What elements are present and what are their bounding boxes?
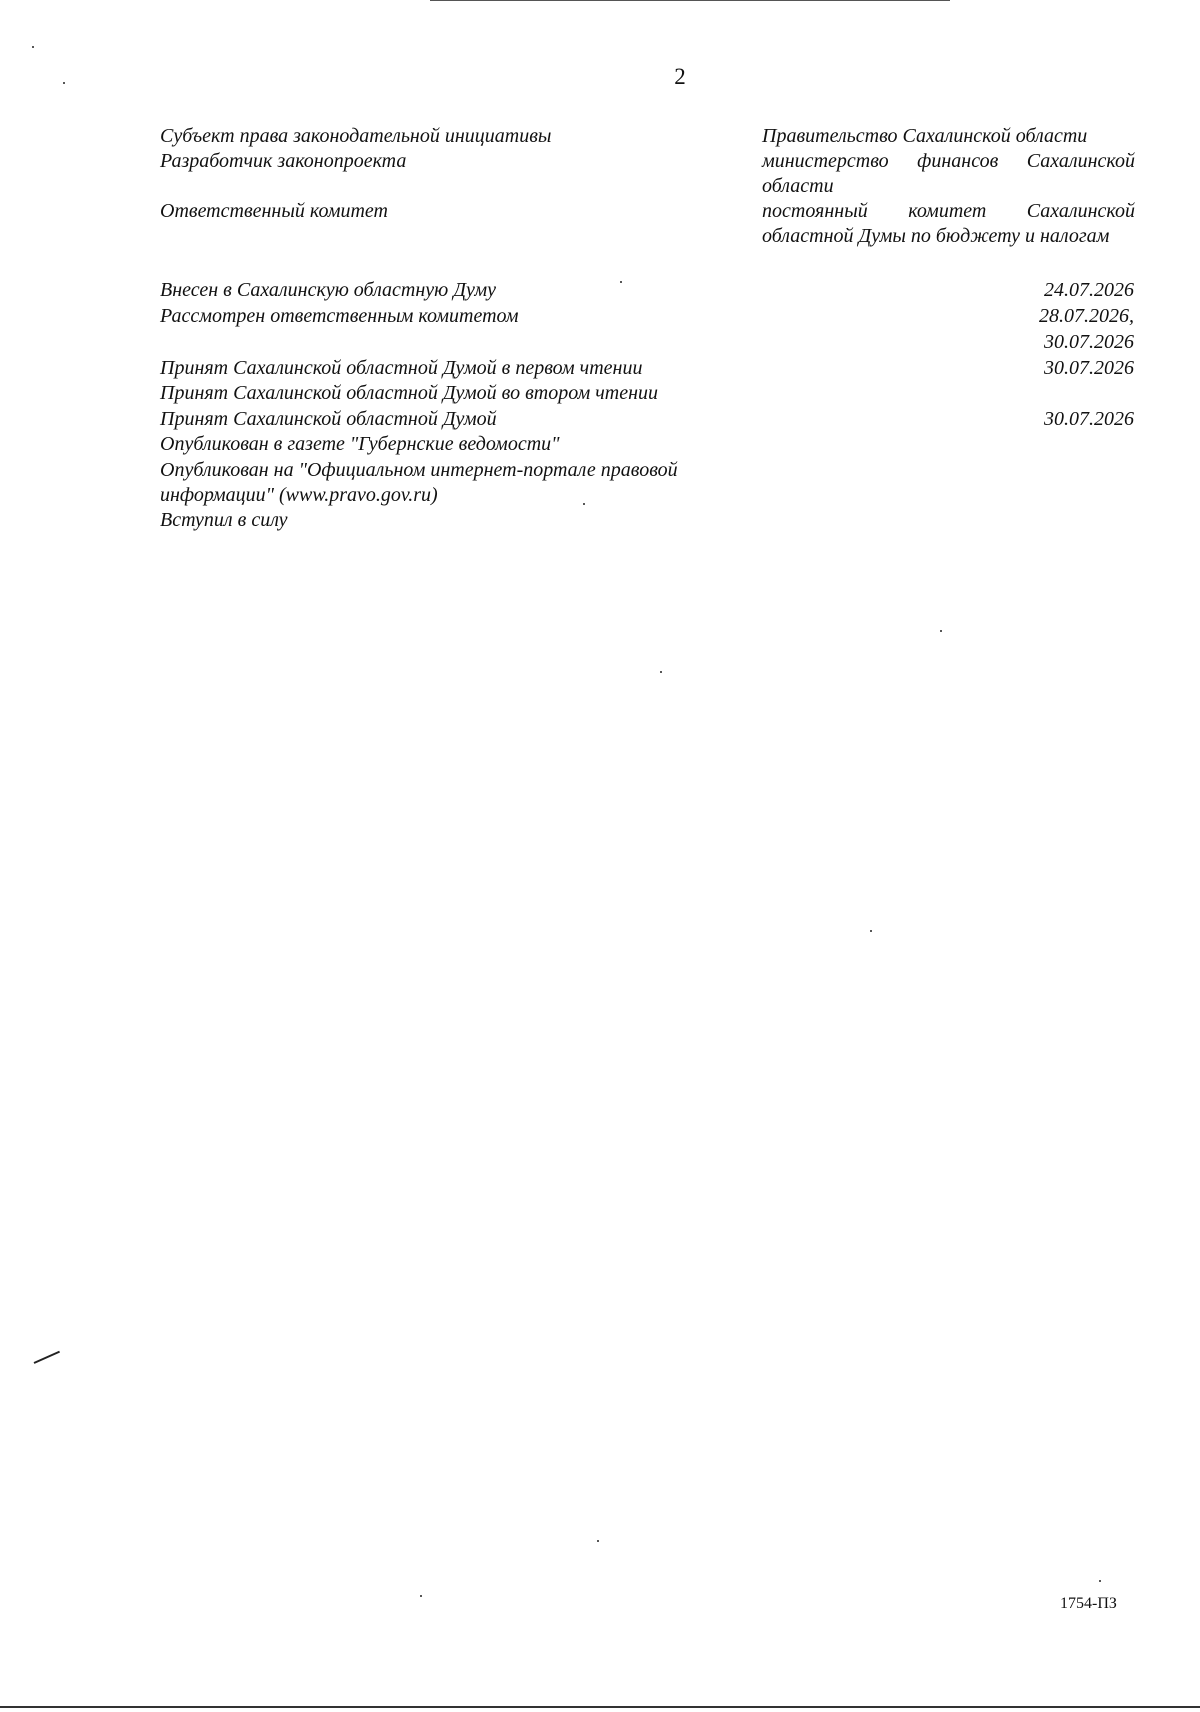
value-developer: министерство финансов Сахалинской области	[762, 150, 1135, 197]
scan-speck	[1099, 1580, 1101, 1582]
scan-speck	[583, 503, 585, 505]
date-adopted: 30.07.2026	[1044, 408, 1134, 430]
label-published-portal-line1: Опубликован на "Официальном интернет-портале правовой	[160, 459, 678, 481]
scan-speck	[620, 281, 622, 283]
label-initiative-subject: Субъект права законодательной инициативы	[160, 125, 552, 147]
page-number: 2	[674, 64, 686, 89]
label-published-newspaper: Опубликован в газете "Губернские ведомости"	[160, 433, 560, 455]
scan-scratch	[34, 1351, 60, 1364]
label-entered-into-force: Вступил в силу	[160, 509, 288, 531]
scan-speck	[597, 1540, 599, 1542]
label-second-reading: Принят Сахалинской областной Думой во втором чтении	[160, 382, 659, 404]
label-developer: Разработчик законопроекта	[160, 150, 407, 172]
label-first-reading: Принят Сахалинской областной Думой в первом чтении	[160, 357, 643, 379]
bottom-edge-line	[0, 1706, 1200, 1708]
date-committee-review-2: 30.07.2026	[1044, 331, 1134, 353]
label-submitted: Внесен в Сахалинскую областную Думу	[160, 279, 497, 301]
value-responsible-committee: постоянный комитет Сахалинской областной Думы по бюджету и налогам	[762, 200, 1135, 247]
date-committee-review-1: 28.07.2026,	[1039, 305, 1134, 327]
scan-speck	[32, 46, 34, 48]
scan-speck	[940, 630, 942, 632]
value-initiative-subject: Правительство Сахалинской области	[762, 125, 1088, 147]
scan-speck	[660, 671, 662, 673]
top-edge-line	[430, 0, 950, 1]
label-published-portal-line2: информации" (www.pravo.gov.ru)	[160, 484, 438, 506]
scan-speck	[870, 930, 872, 932]
scan-speck	[420, 1595, 422, 1597]
label-reviewed-by-committee: Рассмотрен ответственным комитетом	[160, 305, 519, 327]
label-responsible-committee: Ответственный комитет	[160, 200, 388, 222]
scan-speck	[63, 82, 65, 84]
label-adopted: Принят Сахалинской областной Думой	[160, 408, 497, 430]
date-submitted: 24.07.2026	[1044, 279, 1134, 301]
date-first-reading: 30.07.2026	[1044, 357, 1134, 379]
document-code: 1754-ПЗ	[1060, 1595, 1117, 1612]
